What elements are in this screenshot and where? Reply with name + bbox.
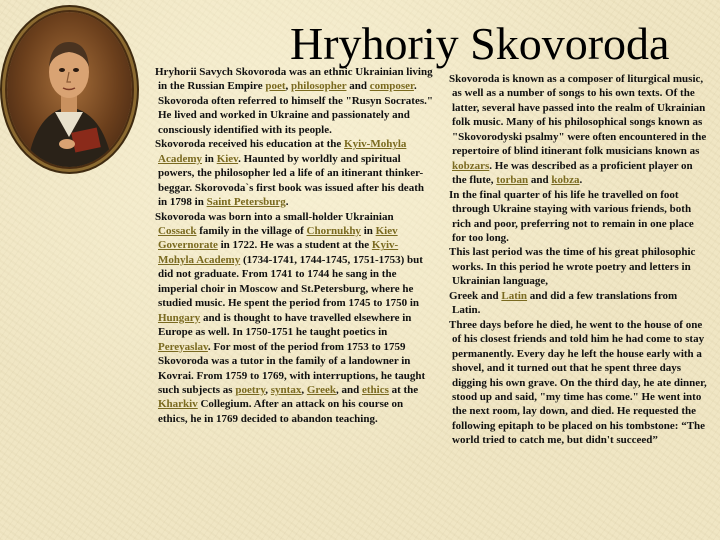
link-kiev[interactable]: Kiev	[216, 152, 239, 165]
link-kyiv-mohyla-academy[interactable]: Kyiv-Mohyla Academy	[158, 138, 407, 165]
link-poet[interactable]: poet	[265, 80, 286, 93]
text-span: . Skovoroda often referred to himself the "Rusyn Socrates." He lived and worked in Ukraine and passionately and consciously identified with its people.	[158, 80, 433, 136]
link-kharkiv[interactable]: Kharkiv	[158, 398, 198, 411]
link-philosopher[interactable]: philosopher	[291, 80, 347, 93]
text-span: and did a few translations from Latin.	[452, 289, 678, 317]
education-paragraph	[155, 137, 433, 209]
link-kiev-governorate[interactable]: Kiev Governorate	[158, 224, 398, 252]
text-span: .	[285, 196, 289, 209]
portrait-figure	[7, 12, 132, 167]
link-latin[interactable]: Latin	[501, 289, 528, 302]
text-span: in	[202, 152, 217, 165]
text-span: ,	[265, 383, 271, 396]
text-span: family in the village of	[196, 224, 307, 237]
text-span: Skovoroda was born into a small-holder Ukrainian	[155, 210, 394, 223]
page-title: Hryhoriy Skovoroda	[290, 18, 670, 69]
link-hungary[interactable]: Hungary	[158, 311, 201, 324]
text-span: Hryhorii Savych Skovoroda was an ethnic Ukrainian living in the Russian Empire	[155, 66, 433, 93]
link-kobzars[interactable]: kobzars	[452, 159, 490, 172]
text-span: , and	[335, 383, 362, 396]
link-pereyaslav[interactable]: Pereyaslav	[158, 340, 208, 353]
text-span: and	[346, 80, 370, 93]
link-torban[interactable]: torban	[496, 174, 529, 187]
intro-paragraph	[155, 65, 433, 137]
text-span: in 1722. He was a student at the	[217, 239, 372, 252]
music-paragraph	[449, 72, 707, 188]
text-span: . Haunted by worldly and spiritual powers, the philosopher led a life of an itinerant thinker-beggar. Skorovoda`s first book was issued after his death in 1798 in	[158, 152, 424, 209]
text-span: at the	[388, 383, 419, 396]
text-span: in	[360, 224, 376, 237]
travels-paragraph: In the final quarter of his life he travelled on foot through Ukraine staying with various friends, both rich and poor, preferring not to remain in one place for too long.	[449, 188, 694, 244]
link-composer[interactable]: composer	[369, 80, 414, 93]
biography-paragraph	[155, 210, 433, 427]
right-column	[449, 72, 707, 448]
link-saint-petersburg[interactable]: Saint Petersburg	[206, 196, 286, 209]
text-span: . He was described as a proficient player on the flute,	[452, 159, 693, 187]
link-kobza[interactable]: kobza	[551, 174, 580, 187]
portrait-painting	[7, 12, 132, 167]
text-span: .	[579, 174, 583, 187]
link-cossack[interactable]: Cossack	[158, 224, 197, 237]
text-span: Greek and	[449, 289, 502, 302]
text-span: ,	[301, 383, 307, 396]
text-span: . For most of the period from 1753 to 1759 Skovoroda was a tutor in the family of a landowner in Kovrai. From 1759 to 1769, with interruptions, he taught such subjects as	[158, 340, 426, 396]
link-greek[interactable]: Greek	[306, 383, 336, 396]
text-span: Skovoroda is known as a composer of liturgical music, as well as a number of songs to his own texts. Of the latter, several have passed into the realm of Ukrainian folk music. Many of his philosophical songs known as "Skovorodyski psalmy" were often encountered in the repertoire of blind itinerant folk musicians known as	[449, 73, 707, 158]
languages-paragraph	[449, 289, 707, 318]
works-paragraph: This last period was the time of his great philosophic works. In this period he wrote poetry and letters in Ukrainian language,	[449, 246, 696, 288]
left-column	[155, 65, 433, 426]
text-span: (1734-1741, 1744-1745, 1751-1753) but did not graduate. From 1741 to 1744 he sang in the imperial choir in Moscow and St.Petersburg, where he studied music. He spent the period from 1745 to 1750 in	[158, 253, 423, 310]
link-kyiv-mohyla-academy-2[interactable]: Kyiv-Mohyla Academy	[158, 239, 399, 266]
link-ethics[interactable]: ethics	[361, 383, 389, 396]
text-span: ,	[285, 80, 292, 93]
link-syntax[interactable]: syntax	[270, 383, 302, 396]
text-span: and is thought to have travelled elsewhere in Europe as well. In 1750-1751 he taught poetics in	[158, 311, 412, 339]
link-chornukhy[interactable]: Chornukhy	[306, 224, 361, 237]
text-span: Skovoroda received his education at the	[155, 138, 345, 151]
text-span: Collegium. After an attack on his course on ethics, he in 1769 decided to abandon teaching.	[158, 398, 404, 425]
death-paragraph: Three days before he died, he went to the house of one of his closest friends and told him he had come to stay permanently. Every day he left the house early with a shovel, and it turned out that he spent three days digging his own grave. On the third day, he ate dinner, stood up and said, "my time has come." He went into the next room, lay down, and died. He requested the following epitaph to be placed on his tombstone: “The world tried to catch me, but didn't succeed”	[449, 318, 707, 447]
text-span: and	[528, 174, 552, 187]
link-poetry[interactable]: poetry	[235, 383, 266, 396]
